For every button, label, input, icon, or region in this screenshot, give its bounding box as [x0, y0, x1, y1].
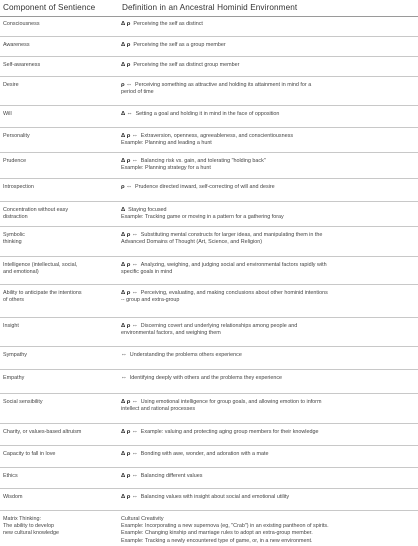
definition-text: Example: Tracking game or moving in a pattern for a gathering foray	[121, 214, 284, 221]
table-row	[0, 394, 418, 424]
definition-cell	[121, 42, 415, 49]
component-text: Intelligence (intellectual, social,	[3, 262, 78, 268]
table-row	[0, 257, 418, 285]
symbol-markers: Δ ρ ⇔	[121, 158, 138, 164]
component-text: Ability to anticipate the intentions	[3, 290, 82, 296]
component-text: Capacity to fall in love	[3, 451, 56, 457]
component-text: Will	[3, 111, 12, 117]
symbol-markers: Δ ρ ⇔	[121, 494, 138, 500]
component-cell	[3, 184, 115, 191]
component-text: Sympathy	[3, 352, 27, 358]
component-text: Insight	[3, 323, 19, 329]
component-text: Wisdom	[3, 494, 23, 500]
component-text: Self-awareness	[3, 62, 41, 68]
definition-cell	[121, 232, 415, 246]
definition-cell	[121, 133, 415, 147]
definition-text: Perceiving the self as distinct group member	[133, 62, 240, 68]
definition-text: environmental factors, and weighing them	[121, 330, 221, 337]
table-row	[0, 37, 418, 57]
header-definition: Definition in an Ancestral Hominid Environment	[122, 3, 298, 12]
component-cell	[3, 451, 115, 458]
definition-cell	[121, 21, 415, 28]
symbol-markers: Δ ρ ⇔	[121, 290, 138, 296]
symbol-markers: Δ ρ ⇔	[121, 232, 138, 238]
table-row	[0, 511, 418, 545]
component-text: Consciousness	[3, 21, 40, 27]
table-row	[0, 227, 418, 257]
definition-text: Setting a goal and holding it in mind in the face of opposition	[135, 111, 280, 117]
definition-cell	[121, 473, 415, 480]
definition-cell	[121, 207, 415, 221]
header-component: Component of Sentience	[3, 3, 96, 12]
component-cell	[3, 494, 115, 501]
definition-cell	[121, 62, 415, 69]
component-cell	[3, 207, 115, 221]
symbol-markers: Δ ρ	[121, 42, 131, 48]
symbol-markers: Δ ρ ⇔	[121, 323, 138, 329]
component-cell	[3, 232, 115, 246]
definition-cell	[121, 375, 415, 382]
symbol-markers: Δ ρ ⇔	[121, 451, 138, 457]
definition-cell	[121, 290, 415, 304]
component-cell	[3, 375, 115, 382]
definition-text: Example: Tracking a newly encountered type of game, or, in a new environment.	[121, 537, 313, 544]
definition-text: intellect and rational processes	[121, 406, 196, 413]
symbol-markers: ⇔	[121, 375, 127, 381]
definition-cell	[121, 516, 415, 545]
table-row	[0, 347, 418, 370]
definition-text: Advanced Domains of Thought (Art, Science, and Religion)	[121, 239, 263, 246]
component-text: Social sensibility	[3, 399, 43, 405]
table-row	[0, 153, 418, 179]
symbol-markers: Δ ρ ⇔	[121, 133, 138, 139]
table-row	[0, 77, 418, 106]
table-row	[0, 202, 418, 227]
definition-text: Bonding with awe, wonder, and adoration with a mate	[140, 451, 269, 457]
definition-text: Using emotional intelligence for group goals, and allowing emotion to inform	[140, 399, 322, 405]
symbol-markers: Δ ρ ⇔	[121, 399, 138, 405]
component-text: The ability to develop	[3, 523, 54, 530]
component-text: Concentration without easy	[3, 207, 69, 213]
definition-text: Perceiving, evaluating, and making conclusions about other hominid intentions	[140, 290, 328, 296]
definition-cell	[121, 111, 415, 118]
definition-text: Example: Changing kinship and marriage rules to adopt an extra-group member.	[121, 530, 313, 537]
symbol-markers: Δ ρ	[121, 62, 131, 68]
definition-text: Staying focused	[128, 207, 167, 213]
definition-cell	[121, 494, 415, 501]
definition-text: Perceiving the self as distinct	[133, 21, 203, 27]
component-text: thinking	[3, 239, 22, 246]
component-cell	[3, 111, 115, 118]
definition-text: Understanding the problems others experience	[129, 352, 242, 358]
definition-cell	[121, 399, 415, 413]
component-cell	[3, 82, 115, 89]
table-row	[0, 179, 418, 202]
table-row	[0, 16, 418, 37]
symbol-markers: ⇔	[121, 352, 127, 358]
definition-text: Perceiving something as attractive and holding its attainment in mind for a	[135, 82, 312, 88]
symbol-markers: ρ ⇔	[121, 82, 132, 88]
definition-text: Perceiving the self as a group member	[133, 42, 226, 48]
symbol-markers: Δ ⇔	[121, 111, 133, 117]
definition-text: Extraversion, openness, agreeableness, and conscientiousness	[140, 133, 294, 139]
component-text: Introspection	[3, 184, 34, 190]
component-cell	[3, 290, 115, 304]
definition-text: Balancing different values	[140, 473, 203, 479]
definition-text: Discerning covert and underlying relationships among people and	[140, 323, 298, 329]
table-row	[0, 468, 418, 489]
component-text: and emotional)	[3, 269, 39, 276]
component-cell	[3, 399, 115, 406]
component-text: Ethics	[3, 473, 18, 479]
component-text: Personality	[3, 133, 30, 139]
definition-cell	[121, 184, 415, 191]
table-row	[0, 489, 418, 511]
symbol-markers: ρ ⇔	[121, 184, 132, 190]
component-text: Symbolic	[3, 232, 25, 238]
component-text: new cultural knowledge	[3, 530, 60, 537]
definition-text: Balancing values with insight about social and emotional utility	[140, 494, 290, 500]
definition-cell	[121, 158, 415, 172]
definition-text: Identifying deeply with others and the problems they experience	[129, 375, 283, 381]
definition-cell	[121, 429, 415, 436]
definition-text: Example: Incorporating a new supernova (eg, "Crab") in an existing pantheon of spirits.	[121, 523, 329, 530]
symbol-markers: Δ	[121, 207, 126, 213]
component-text: Charity, or values-based altruism	[3, 429, 82, 435]
table-row	[0, 106, 418, 128]
component-cell	[3, 473, 115, 480]
symbol-markers: Δ ρ ⇔	[121, 262, 138, 268]
component-cell	[3, 21, 115, 28]
symbol-markers: Δ ρ ⇔	[121, 473, 138, 479]
component-cell	[3, 352, 115, 359]
definition-text: -- group and extra-group	[121, 297, 180, 304]
component-cell	[3, 429, 115, 436]
definition-cell	[121, 262, 415, 276]
symbol-markers: Δ ρ ⇔	[121, 429, 138, 435]
definition-cell	[121, 323, 415, 337]
component-cell	[3, 262, 115, 276]
definition-text: Cultural Creativity	[121, 516, 164, 522]
component-cell	[3, 323, 115, 330]
component-text: Desire	[3, 82, 19, 88]
component-cell	[3, 42, 115, 49]
definition-cell	[121, 352, 415, 359]
definition-text: period of time	[121, 89, 154, 96]
table-row	[0, 370, 418, 394]
definition-cell	[121, 451, 415, 458]
component-cell	[3, 62, 115, 69]
component-cell	[3, 158, 115, 165]
component-text: Awareness	[3, 42, 30, 48]
component-cell	[3, 133, 115, 140]
definition-cell	[121, 82, 415, 96]
component-text: Matrix Thinking:	[3, 516, 41, 522]
component-text: distraction	[3, 214, 28, 221]
component-text: Prudence	[3, 158, 27, 164]
definition-text: Example: Planning and leading a hunt	[121, 140, 212, 147]
table-row	[0, 128, 418, 153]
table-row	[0, 446, 418, 468]
definition-text: Example: Planning strategy for a hunt	[121, 165, 211, 172]
definition-text: Prudence directed inward, self-correcting of will and desire	[135, 184, 275, 190]
table-row	[0, 318, 418, 347]
component-text: Empathy	[3, 375, 25, 381]
symbol-markers: Δ ρ	[121, 21, 131, 27]
definition-text: Analyzing, weighing, and judging social and environmental factors rapidly with	[140, 262, 327, 268]
component-text: of others	[3, 297, 24, 304]
table-row	[0, 285, 418, 318]
table-row	[0, 424, 418, 446]
table-row	[0, 57, 418, 77]
component-cell	[3, 516, 115, 538]
definition-text: Balancing risk vs. gain, and tolerating "holding back"	[140, 158, 266, 164]
definition-text: Example: valuing and protecting aging group members for their knowledge	[140, 429, 319, 435]
table-header	[0, 0, 418, 17]
definition-text: Substituting mental constructs for larger ideas, and manipulating them in the	[140, 232, 323, 238]
definition-text: specific goals in mind	[121, 269, 173, 276]
